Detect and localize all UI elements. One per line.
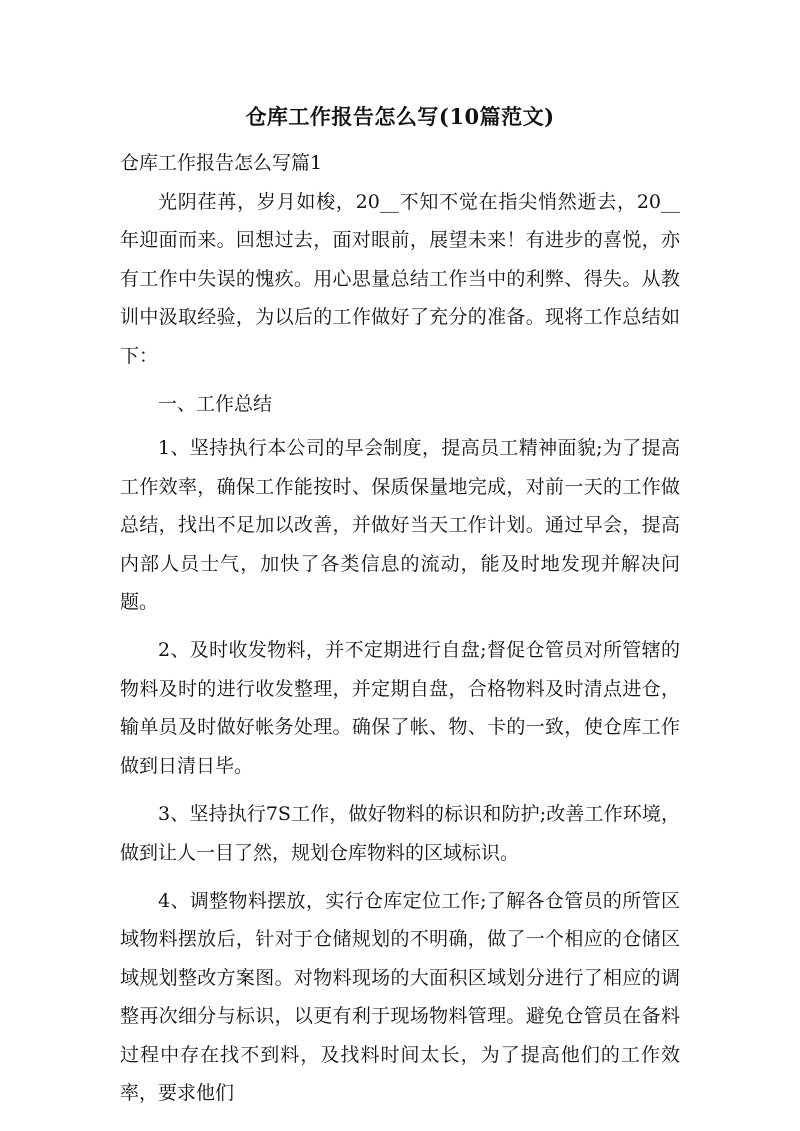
paragraph-item-3: 3、坚持执行7S工作，做好物料的标识和防护;改善工作环境，做到让人一目了然，规划仓库物料的区域标识。 [120, 803, 680, 864]
paragraph-item-1: 1、坚持执行本公司的早会制度，提高员工精神面貌;为了提高工作效率，确保工作能按时、保质保量地完成，对前一天的工作做总结，找出不足加以改善，并做好当天工作计划。通过早会，提高内部人员士气，加快了各类信息的流动，能及时地发现并解决问题。 [120, 437, 680, 614]
paragraph-item-2: 2、及时收发物料，并不定期进行自盘;督促仓管员对所管辖的物料及时的进行收发整理，并定期自盘，合格物料及时清点进仓，输单员及时做好帐务处理。确保了帐、物、卡的一致，使仓库工作做到日清日毕。 [120, 639, 680, 777]
paragraph-item-4: 4、调整物料摆放，实行仓库定位工作;了解各仓管员的所管区域物料摆放后，针对于仓储规划的不明确，做了一个相应的仓储区域规划整改方案图。对物料现场的大面积区域划分进行了相应的调整再次细分与标识，以更有利于现场物料管理。避免仓管员在备料过程中存在找不到料，及找料时间太长，为了提高他们的工作效率，要求他们 [120, 889, 680, 1104]
document-body [120, 183, 680, 1122]
paragraph-subheading: 一、工作总结 [158, 393, 273, 416]
document-title: 仓库工作报告怎么写(10篇范文) [245, 104, 555, 129]
section-heading: 仓库工作报告怎么写篇1 [120, 152, 323, 174]
paragraph-intro: 光阴荏苒，岁月如梭，20__不知不觉在指尖悄然逝去，20__年迎面而来。回想过去，面对眼前，展望未来！有进步的喜悦，亦有工作中失误的愧疚。用心思量总结工作当中的利弊、得失。从教训中汲取经验，为以后的工作做好了充分的准备。现将工作总结如下： [120, 191, 680, 367]
